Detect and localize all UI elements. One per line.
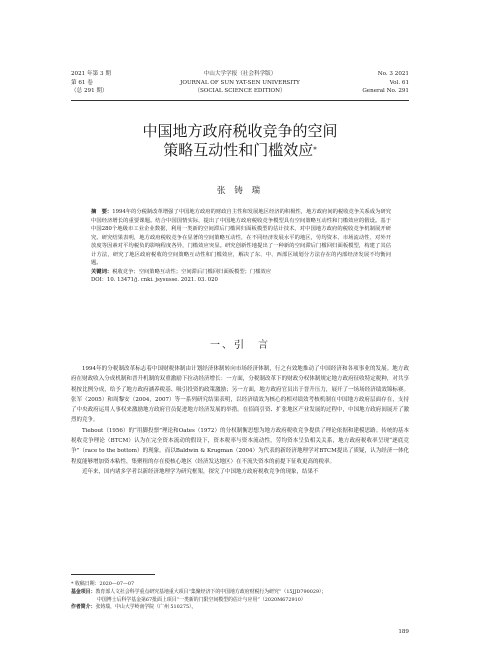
journal-issue-info-en <box>362 70 409 96</box>
keywords-text: 税收竞争；空间策略互动性；空间滞后门槛回归面板模型；门槛效应 <box>112 268 272 275</box>
title-line-2-wrap <box>0 141 480 160</box>
section-heading: 一、引 言 <box>210 340 270 351</box>
abstract-text: 1994年的分税制改革增强了中国地方政府的财政自主性和发展地区经济的积极性，地方政府间的税收竞争关系成为研究中国经济增长的重要课题。结合中国国情实际，提出了中国地方政府税收竞争模型具有空间策略互动性和门槛效应的假设。基于中国280个地级市工业企业数据，利用一类新的空间滞后门槛回归面板模型的估计技术，对中国地方政府的税收竞争机制展开研究。研究结果表明，地方政府税收竞争在显著的空间策略互动性，在不同经济发展水平的地区，劳均资本、市场流动性、对外开放度等因素对平均税负的影响程度各异，门槛效应突显。研究创新性地提出了一种新的空间滞后门槛回归面板模型，构建了其估计方法，研究了地区政府税收的空间策略互动性和门槛效应，解决了东、中、西部区域划分方法存在的内部经济发展不均衡问题。 <box>91 209 391 266</box>
body-paragraph-3: 近年来，国内诸多学者以新经济地理学为研究框架，探究了中国地方政府税收竞争的现象，结果不 <box>82 468 319 475</box>
journal-name-cn: 中山大学学报（社会科学版） <box>203 71 277 77</box>
body-paragraph-2: Tiebout（1956）的“用脚投票”理论和Oates（1972）的分权制衡思想为地方政府税收竞争提供了理论依据和建模思路。传统的基本税收竞争理论（BTCM）认为在完全资本流动的假设下，资本税率与资本流动性，劳均资本呈负相关关系，地方政府税收率呈现“逐底竞争”（race to the bottom）的现象。而以Baldwin & Krugman（2004）为代表的新经济地理学对BTCM提出了质疑，认为经济一体化程度能够增加资本粘性，集聚租的存在使核心地区（经济发达地区）在不流失资本的前提下征收更高的税率。 <box>71 427 409 465</box>
abstract-block <box>91 208 391 285</box>
author-info-label: 作者简介： <box>71 604 96 611</box>
page-number: 189 <box>398 629 409 635</box>
fund-line-2: 中国博士后科学基金第67批面上项目“一类新的门限空间模型的估计与应用”（2020M672910） <box>97 596 306 603</box>
header-rule <box>71 100 409 101</box>
author-name: 张 铸 瑞 <box>216 186 264 196</box>
author-info <box>71 604 409 612</box>
volume-line-en: Vol. 61 <box>389 79 409 86</box>
abstract-paragraph <box>91 208 391 268</box>
body-text <box>71 364 409 477</box>
title-line-2: 策略互动性和门槛效应 <box>163 141 314 159</box>
doi-row: DOI：10. 13471/j. cnki. jsysusse. 2021. 03. 020 <box>91 277 218 283</box>
author-info-text: 张铸瑞，中山大学岭南学院（广州 510275）。 <box>95 604 197 611</box>
issue-line: 2021 年第 3 期 <box>71 71 111 77</box>
issue-line-en: No. 3 2021 <box>377 71 409 77</box>
general-issue-line: （总 291 期） <box>71 88 108 95</box>
general-issue-line-en: General No. 291 <box>362 88 409 95</box>
body-paragraph-1: 1994年的分税制改革标志着中国财税体制由计划经济体制转向市场经济体制，行之有效地推动了中国经济和各项事业的发展。地方政府在财政收入分成机制和晋升机制的双重激励下拉动经济增长：一方面，分税制改革下的财政分权体制规定地方政府征收特定税种，对共享税按比例分成，给予了地方政府涵养税基、吸引投资的政策激励；另一方面，地方政府官员出于晋升压力，展开了一场场经济绩效锦标赛。张军（2005）和周黎安（2004，2007）等一系列研究结果表明，以经济绩效为核心的相对绩效考核机制在中国地方政府层面存在，支持了中央政府运用人事权来激励地方政府官员促进地方经济发展的举措。在招商引资、扩张地区产业发展的过程中，中国地方政府间展开了激烈的竞争。 <box>71 366 409 424</box>
title-line-1: 中国地方政府税收竞争的空间 <box>142 122 338 140</box>
volume-line: 第 61 卷 <box>71 79 93 86</box>
abstract-label: 摘 要： <box>91 209 113 215</box>
keywords-label: 关键词： <box>91 268 113 275</box>
keywords-row <box>91 268 391 277</box>
title-footnote-mark: * <box>313 146 317 154</box>
fund-line-1: 教育部人文社会科学重点研究基地重大项目“集聚经济下的中国地方政府财税行为研究”（15JJD790029）； <box>95 588 327 595</box>
received-date: * 收稿日期：2020—07—07 <box>71 581 135 587</box>
footnote-rule <box>71 574 155 575</box>
fund-info <box>71 589 409 597</box>
fund-label: 基金项目： <box>71 588 96 595</box>
paper-title <box>0 122 480 160</box>
journal-name-en: JOURNAL OF SUN YAT-SEN UNIVERSITY <box>180 79 300 86</box>
journal-edition: （SOCIAL SCIENCE EDITION） <box>194 88 286 95</box>
footnotes <box>71 581 409 612</box>
